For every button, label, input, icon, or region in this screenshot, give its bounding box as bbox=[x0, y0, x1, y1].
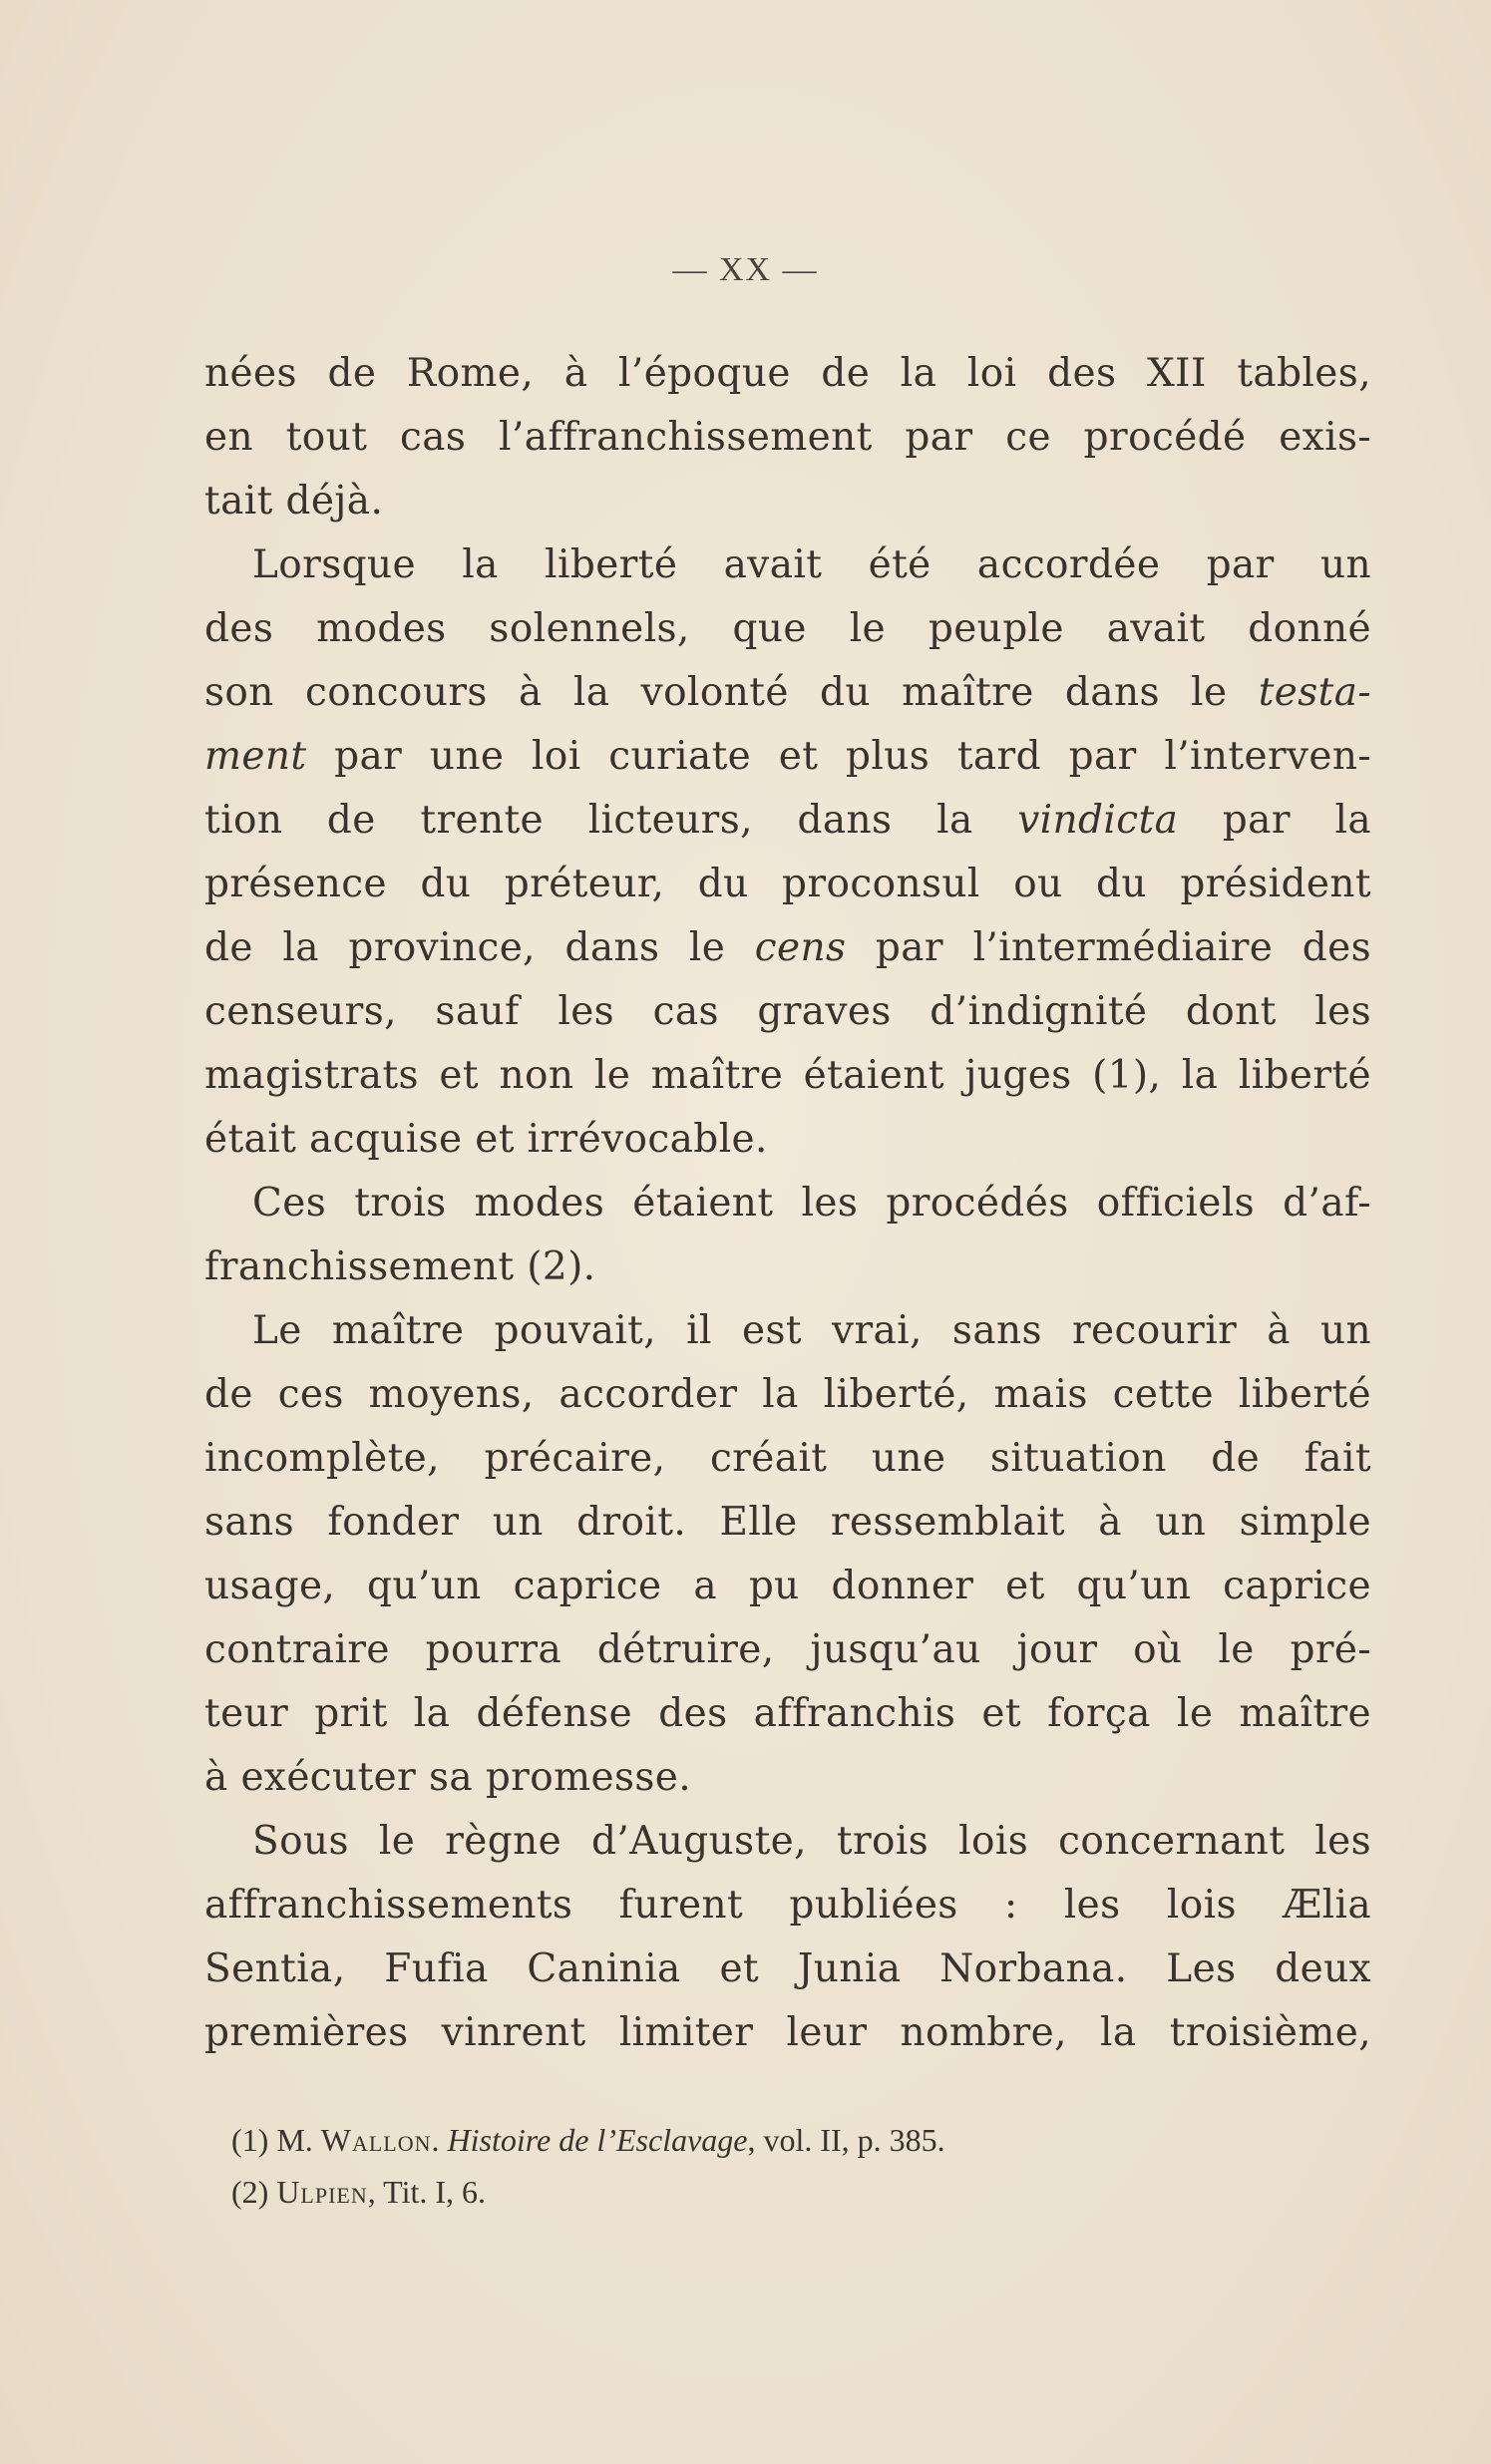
text-line: magistrats et non le maître étaient juges (1), la liberté bbox=[204, 1053, 1371, 1098]
text-segment: par la bbox=[1178, 798, 1371, 843]
text-line: Le maître pouvait, il est vrai, sans recourir à un bbox=[252, 1308, 1371, 1353]
footnote-author: Ulpien bbox=[276, 2174, 368, 2210]
text-line: contraire pourra détruire, jusqu’au jour où le pré- bbox=[204, 1627, 1371, 1672]
text-line: usage, qu’un caprice a pu donner et qu’un caprice bbox=[204, 1564, 1371, 1608]
footnote-marker: (1) M. bbox=[231, 2122, 321, 2158]
italic-term-testament-cont: ment bbox=[204, 734, 307, 779]
text-segment: par l’intermédiaire des bbox=[846, 925, 1371, 970]
text-line: teur prit la défense des affranchis et força le maître bbox=[204, 1691, 1371, 1736]
text-line bbox=[204, 916, 1371, 980]
footnote-sep: , bbox=[367, 2174, 384, 2210]
text-line: à exécuter sa promesse. bbox=[204, 1755, 692, 1800]
italic-term-testament: testa- bbox=[1258, 670, 1371, 715]
footnote-2 bbox=[231, 2166, 1328, 2218]
text-line: Ces trois modes étaient les procédés officiels d’af- bbox=[252, 1181, 1371, 1226]
text-line bbox=[204, 725, 1371, 789]
text-line: était acquise et irrévocable. bbox=[204, 1117, 768, 1162]
text-line: de ces moyens, accorder la liberté, mais cette liberté bbox=[204, 1372, 1371, 1417]
text-line: censeurs, sauf les cas graves d’indignité dont les bbox=[204, 989, 1371, 1034]
footnote-author: Wallon bbox=[320, 2122, 432, 2158]
footnote-rest: Tit. I, 6. bbox=[383, 2174, 487, 2210]
footnote-marker: (2) bbox=[231, 2174, 277, 2210]
page-number-header: — XX — bbox=[672, 251, 819, 288]
text-line: Sous le règne d’Auguste, trois lois concernant les bbox=[252, 1819, 1371, 1864]
text-line bbox=[204, 789, 1371, 853]
footnote-1 bbox=[231, 2114, 1328, 2166]
text-line bbox=[204, 661, 1371, 725]
text-segment: par une loi curiate et plus tard par l’interven- bbox=[306, 734, 1371, 779]
text-segment: tion de trente licteurs, dans la bbox=[204, 798, 1018, 843]
text-line: incomplète, précaire, créait une situation de fait bbox=[204, 1436, 1371, 1481]
text-line: affranchissements furent publiées : les lois Ælia bbox=[204, 1883, 1371, 1928]
text-line: premières vinrent limiter leur nombre, la troisième, bbox=[204, 2010, 1371, 2055]
footnote-rest: , vol. II, p. 385. bbox=[747, 2122, 945, 2158]
footnote-title: Histoire de l’Esclavage bbox=[447, 2122, 748, 2158]
text-line: sans fonder un droit. Elle ressemblait à un simple bbox=[204, 1500, 1371, 1545]
text-line: Lorsque la liberté avait été accordée par un bbox=[252, 542, 1371, 587]
body-text bbox=[204, 342, 1371, 2065]
footnotes bbox=[231, 2114, 1328, 2218]
text-line: nées de Rome, à l’époque de la loi des XII tables, bbox=[204, 351, 1371, 396]
text-line: Sentia, Fufia Caninia et Junia Norbana. Les deux bbox=[204, 1946, 1371, 1991]
text-line: tait déjà. bbox=[204, 479, 384, 524]
text-line: des modes solennels, que le peuple avait donné bbox=[204, 606, 1371, 651]
footnote-sep: . bbox=[431, 2122, 448, 2158]
text-line: franchissement (2). bbox=[204, 1244, 596, 1289]
text-line: présence du préteur, du proconsul ou du président bbox=[204, 862, 1371, 906]
italic-term-vindicta: vindicta bbox=[1017, 798, 1179, 843]
italic-term-cens: cens bbox=[754, 925, 847, 970]
text-segment: son concours à la volonté du maître dans le bbox=[204, 670, 1259, 715]
text-line: en tout cas l’affranchissement par ce procédé exis- bbox=[204, 415, 1371, 460]
text-segment: de la province, dans le bbox=[204, 925, 755, 970]
